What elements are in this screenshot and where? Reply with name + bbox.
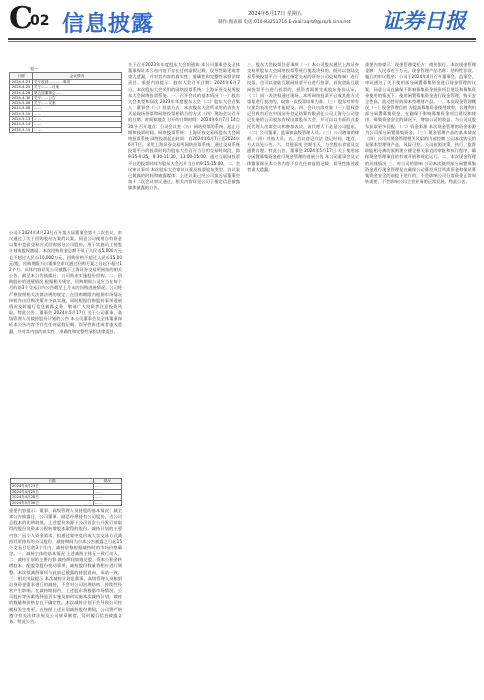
table-caption: 表一 (30, 66, 38, 71)
table-row (11, 500, 122, 505)
newspaper-logo: 证券日报 (382, 8, 466, 33)
table-cell-content: …… (33, 122, 122, 127)
table-cell-date: 2024-4-25 (10, 85, 33, 90)
table-header-content: 会议情况 (33, 73, 122, 80)
table-cell-date: 2024-4-23 (10, 80, 33, 85)
table-cell-date: 2024年5月06日 (11, 500, 94, 505)
table-cell-date: 2024-5-08 (10, 106, 33, 111)
summary-header-content: 情况 (93, 479, 121, 484)
text-column-2: 重要内容提示：董事、高级管理人员持股的基本情况：截至本公告披露日，公司董事、副总经理持有公司股份，占公司总股本的比例较低，上述股份来源于公司首次公开发行前取得的股份及资本公积转增股本取得的股份。减持计划的主要内容：因个人资金需求，拟通过集中竞价或大宗交易方式减持其所持有的公司股份，减持期间为自本公告披露之日起15个交易日后的3个月内，减持价格根据减持时的市场价格确定。一、减持主体的基本情况 上述减持主体无一致行动人。二、减持计划的主要内容 减持期间如遇送股、资本公积金转增股本、配股等股份变动事项，减持股份数量将相应进行调整。本次拟减持事项与此前已披露的持股意向、承诺一致。三、相关风险提示 本次减持计划是董事、高级管理人员根据自身资金需求进行的减持，不会对公司治理结构、持续性经营产生影响。在减持期间内，上述股东将根据市场情况、公司股价等因素选择是否实施及如何实施本次减持计划，减持的数量和价格存在不确定性。本次减持计划不会导致公司控制权发生变更。在按照上述计划减持股份期间，公司将严格遵守有关法律法规及公司规章制度，及时履行信息披露义务。特此公告。 (9, 508, 122, 624)
table-cell-date: 2024-5-06 (10, 101, 33, 106)
table-cell-date: 2024年4月23日 (11, 484, 94, 489)
table-header-date: 日期 (10, 73, 33, 80)
contact-line: 制作:图表部 电话:010-83251716 E-mail:zqrb9@zqrb.sina.net (218, 20, 351, 25)
table-cell-date: 2024-4-30 (10, 95, 33, 100)
header-rule (8, 38, 476, 40)
table-cell-date: 2024-5-10 (10, 111, 33, 116)
table-row (10, 127, 122, 132)
table-body (10, 80, 122, 133)
text-column-3: 关于召开2023年年度股东大会的通知 本公司董事会及全体董事保证本公告内容不存在任何虚假记载、误导性陈述或者重大遗漏，并对其内容的真实性、准确性和完整性承担法律责任。重要内容提示：股东大会召开日期：2024年6月7日。本次股东大会采用的网络投票系统：上海证券交易所股东大会网络投票系统。一、召开会议的基本情况（一）股东大会类型和届次 2023年年度股东大会（二）股东大会召集人：董事会（三）投票方式：本次股东大会所采用的表决方式是现场投票和网络投票相结合的方式（四）现场会议召开的日期、时间和地点 召开的日期时间：2024年6月7日 14点30分 召开地点：公司会议室（五）网络投票的系统、起止日期和投票时间。网络投票系统：上海证券交易所股东大会网络投票系统 网络投票起止时间：自2024年6月7日至2024年6月7日。采用上海证券交易所网络投票系统，通过交易系统投票平台的投票时间为股东大会召开当日的交易时间段，即9:15-9:25，9:30-11:30，13:00-15:00；通过互联网投票平台的投票时间为股东大会召开当日的9:15-15:00。二、会议审议事项 本次股东大会审议议案及投票股东类型。各议案已披露的时间和披露媒体：上述议案已经公司第五届董事会第十二次会议审议通过，相关内容详见公司于指定信息披露媒体披露的公告。 (128, 62, 240, 191)
table-cell-date: 2024年4月28日 (11, 495, 94, 500)
table-cell-content: 关于收到…………事项 (33, 80, 122, 85)
table-cell-date: 2024-5-14 (10, 122, 33, 127)
section-letter: C (9, 1, 33, 36)
table-cell-content: …… (93, 495, 121, 500)
header-rule-thin (8, 41, 476, 42)
page-header (0, 0, 484, 44)
table-cell-content: 关于……公告 (33, 95, 122, 100)
page-number: 02 (30, 13, 50, 29)
table-cell-date: 2024-5-15 (10, 127, 33, 132)
table-cell-content: …… (93, 489, 121, 494)
table-cell-content: 关于……议案 (33, 101, 122, 106)
table-cell-content: …… (33, 106, 122, 111)
summary-table (10, 478, 122, 506)
table-cell-content: 第五届董事会…… (33, 90, 122, 95)
summary-header-date: 日期 (11, 479, 94, 484)
table-cell-content: …… (93, 500, 121, 505)
table-cell-date: 2024-4-28 (10, 90, 33, 95)
issue-date: 2024年5月17日 星期五 (248, 11, 302, 17)
table-cell-date: 2024-5-13 (10, 117, 33, 122)
table-cell-content: …… (33, 127, 122, 132)
text-column-1: 公司于2024年4月23日召开第五届董事会第十二次会议，审议通过了关于回购股份方案的议案，同意公司使用自有资金以集中竞价交易方式回购部分公司股份，用于实施员工持股计划或股权激励。本次回购资金总额不低于人民币5,000万元且不超过人民币10,000万元，回购价格不超过人民币15.00元/股，回购期限为自董事会审议通过回购方案之日起不超过12个月。具体内容详见公司披露于上海证券交易所网站的相关公告。截至本公告披露日，公司尚未实施股份回购。二、回购股份的进展情况 根据相关规定，回购期间公司应当在每个月的前3个交易日内公告截至上月末的回购进展情况。公司将严格按照相关法律法规的规定，在回购期限内根据市场情况择机作出回购决策并予以实施，同时根据回购股份事项进展情况及时履行信息披露义务，敬请广大投资者注意投资风险。特此公告。董事会 2024年5月17日 关于公司董事、高级管理人员减持股份计划的公告 本公司董事会及全体董事保证本公告内容不存在任何虚假记载、误导性陈述或者重大遗漏，并对其内容的真实性、准确性和完整性承担法律责任。 (9, 230, 122, 334)
section-title: 信息披露 (62, 12, 155, 37)
table-cell-content: …… (93, 484, 121, 489)
table-cell-content: …… (33, 111, 122, 116)
announcement-table (9, 72, 122, 133)
text-column-5: 重要内容提示：现金管理受托方：商业银行。本次现金管理金额：人民币若干万元。现金管理产品名称：结构性存款。履行的审议程序：公司于2024年4月召开董事会、监事会，审议通过了关于使用部分闲置募集资金进行现金管理的议案，同意公司在确保不影响募集资金投资项目建设和募集资金使用的情况下，使用闲置募集资金进行现金管理，购买安全性高、流动性好的保本型理财产品。一、本次现金管理概况（一）现金管理目的 为提高募集资金使用效率，合理利用部分闲置募集资金，在确保不影响募集资金项目建设和使用、募集资金安全的情况下，增加公司的收益，为公司及股东获取更多回报。（二）资金来源 本次现金管理的资金来源为公司部分闲置募集资金。（三）现金管理产品的基本情况（四）公司对现金管理相关风险的内部控制 公司本次购买的是保本型理财产品，风险可控。公司按照决策、执行、监督职能相分离的原则建立健全相关事宜的审批和执行程序，确保现金管理事宜的有效开展和规范运行。二、本次现金管理的具体情况 三、对公司的影响 公司本次使用部分闲置募集资金进行现金管理是在确保公司募投项目所需资金和保证募集资金安全的前提下进行的，不会影响公司日常资金正常周转需要，不会影响公司主营业务的正常发展。特此公告。 (365, 62, 476, 184)
table-cell-content: …… (33, 117, 122, 122)
table-cell-content: 关于………议案 (33, 85, 122, 90)
table-cell-date: 2024年4月25日 (11, 489, 94, 494)
text-column-4: 三、股东大会投票注意事项（一）本公司股东通过上海证券交易所股东大会网络投票系统行使表决权的，既可以登陆交易系统投票平台（通过指定交易的证券公司交易终端）进行投票，也可以登陆互联网投票平台进行投票。首次登陆互联网投票平台进行投票的，投资者需要完成股东身份认证。（二）同一表决权通过现场、本所网络投票平台或其他方式重复进行表决的，以第一次投票结果为准。（三）股东对所有议案均表决完毕才能提交。四、会议出席对象（一）股权登记日收市后在中国证券登记结算有限责任公司上海分公司登记在册的公司股东有权出席股东大会，并可以以书面形式委托代理人出席会议和参加表决。该代理人不必是公司股东。（二）公司董事、监事和高级管理人员。（三）公司聘请的律师。（四）其他人员。五、会议登记方法 登记时间、地点、方式详见公告。六、其他事项 会期半天，与会股东食宿及交通费自理。特此公告。董事会 2024年5月17日 关于使用部分闲置募集资金进行现金管理的进展公告 本公司董事会及全体董事保证本公告内容不存在任何虚假记载、误导性陈述或者重大遗漏。 (247, 62, 359, 172)
summary-body (11, 484, 122, 506)
